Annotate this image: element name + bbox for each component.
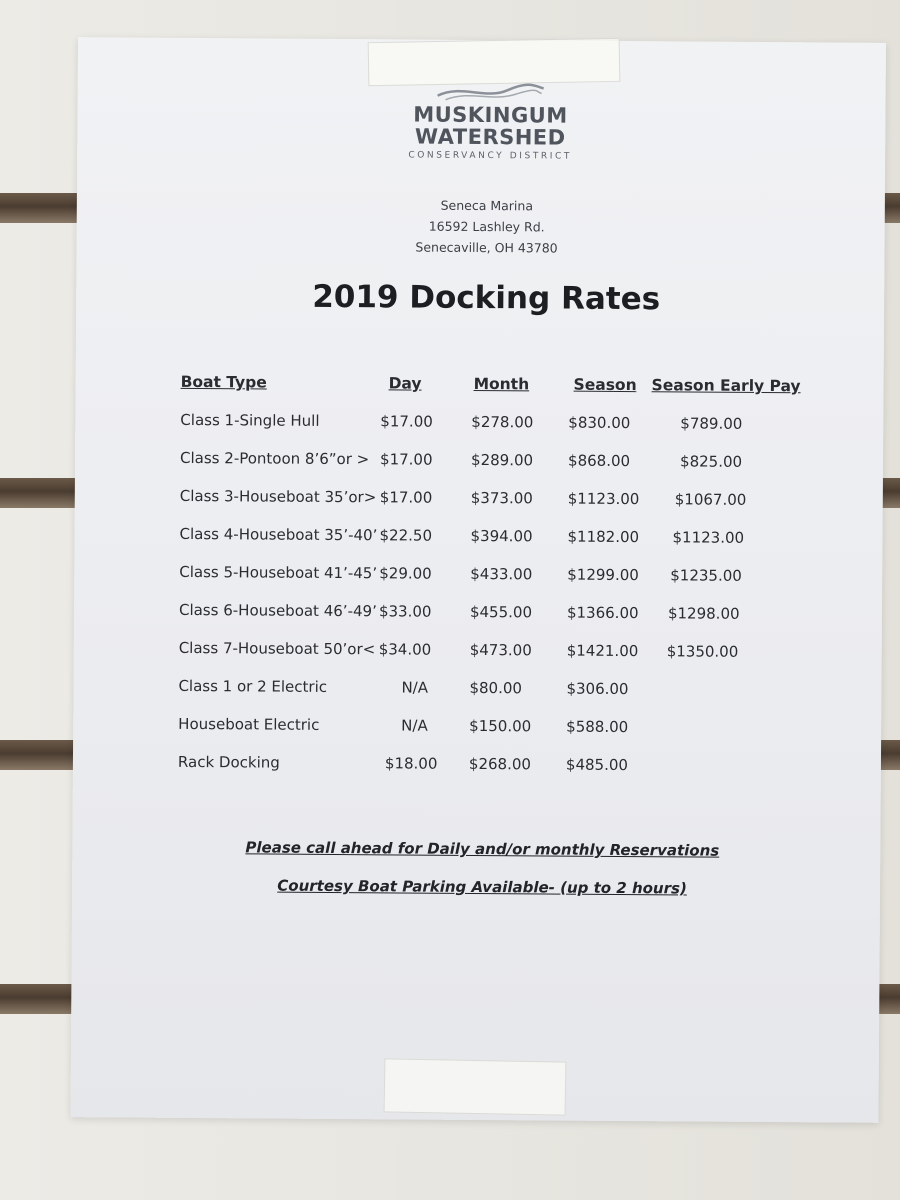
cell-month: $473.00 [469,640,532,660]
table-row [175,449,815,491]
cell-season: $1123.00 [567,489,640,509]
cell-boat-type: Class 2-Pontoon 8’6”or > [180,448,370,469]
cell-month: $289.00 [471,450,534,470]
cell-season-early-pay: $1350.00 [666,642,739,661]
cell-day: $18.00 [384,754,438,773]
cell-month: $373.00 [470,488,533,508]
rates-table [173,373,816,795]
cell-season: $485.00 [565,755,629,775]
table-row [174,601,814,643]
cell-boat-type: Class 1-Single Hull [180,410,320,430]
page-title: 2019 Docking Rates [312,278,661,318]
table-row [173,715,813,757]
table-row [175,487,815,529]
cell-season: $1366.00 [566,603,639,623]
header-day: Day [388,374,422,393]
cell-season-early-pay: $1067.00 [674,490,747,509]
cell-month: $394.00 [470,526,533,546]
logo-text-line3: CONSERVANCY DISTRICT [408,150,573,162]
table-header-row [175,373,815,415]
cell-month: $433.00 [470,564,533,584]
cell-day: $34.00 [378,640,432,659]
cell-day: $29.00 [379,564,432,583]
table-row [173,677,813,719]
cell-boat-type: Class 7-Houseboat 50’or< [178,638,376,659]
cell-season-early-pay: $1298.00 [667,604,740,623]
logo-text-line2: WATERSHED [414,124,566,150]
header-season: Season [573,375,637,395]
cell-month: $268.00 [468,754,532,774]
table-row [174,525,814,567]
tape-top [368,38,621,86]
cell-month: $455.00 [469,602,533,622]
cell-day: $17.00 [380,412,433,431]
header-boat-type: Boat Type [180,372,267,392]
marina-address [376,194,596,259]
cell-day: $17.00 [380,450,433,469]
cell-month: $80.00 [469,678,523,698]
cell-boat-type: Houseboat Electric [178,714,320,734]
cell-season: $1299.00 [567,565,639,585]
table-row [174,563,814,605]
cell-day: N/A [401,716,428,735]
cell-season: $588.00 [566,717,629,737]
cell-season: $830.00 [568,413,631,433]
logo [405,79,576,161]
cell-month: $150.00 [469,716,532,736]
notes [242,838,723,917]
cell-season-early-pay: $1235.00 [670,566,742,585]
cell-season: $1421.00 [566,641,639,661]
cell-day: $22.50 [379,526,433,545]
cell-boat-type: Class 4-Houseboat 35’-40’ [179,524,378,545]
cell-boat-type: Rack Docking [177,752,280,772]
cell-season-early-pay: $825.00 [680,452,743,471]
cell-boat-type: Class 3-Houseboat 35’or> [179,486,377,507]
cell-season: $868.00 [568,451,631,471]
docking-rates-sign [70,37,886,1123]
cell-season: $306.00 [566,679,629,699]
cell-boat-type: Class 1 or 2 Electric [178,676,328,696]
cell-day: N/A [401,678,429,697]
table-row [174,639,814,681]
marina-street: 16592 Lashley Rd. [428,218,545,235]
logo-text-line1: MUSKINGUM [413,102,568,128]
note-reservations: Please call ahead for Daily and/or monthly Reservations [245,838,720,860]
cell-month: $278.00 [471,412,534,432]
table-row [173,753,813,795]
cell-day: $33.00 [378,602,432,621]
note-courtesy-parking: Courtesy Boat Parking Available- (up to 2 hours) [277,876,687,898]
header-season-early-pay: Season Early Pay [651,376,801,396]
marina-city: Senecaville, OH 43780 [415,239,558,256]
cell-boat-type: Class 5-Houseboat 41’-45’ [179,562,378,583]
table-row [175,411,815,453]
cell-season-early-pay: $1123.00 [672,528,745,547]
tape-bottom [384,1058,567,1115]
cell-boat-type: Class 6-Houseboat 46’-49’ [178,600,377,621]
marina-name: Seneca Marina [440,197,534,214]
cell-season: $1182.00 [567,527,640,547]
cell-season-early-pay: $789.00 [680,414,743,433]
header-month: Month [473,374,530,394]
cell-day: $17.00 [379,488,433,507]
